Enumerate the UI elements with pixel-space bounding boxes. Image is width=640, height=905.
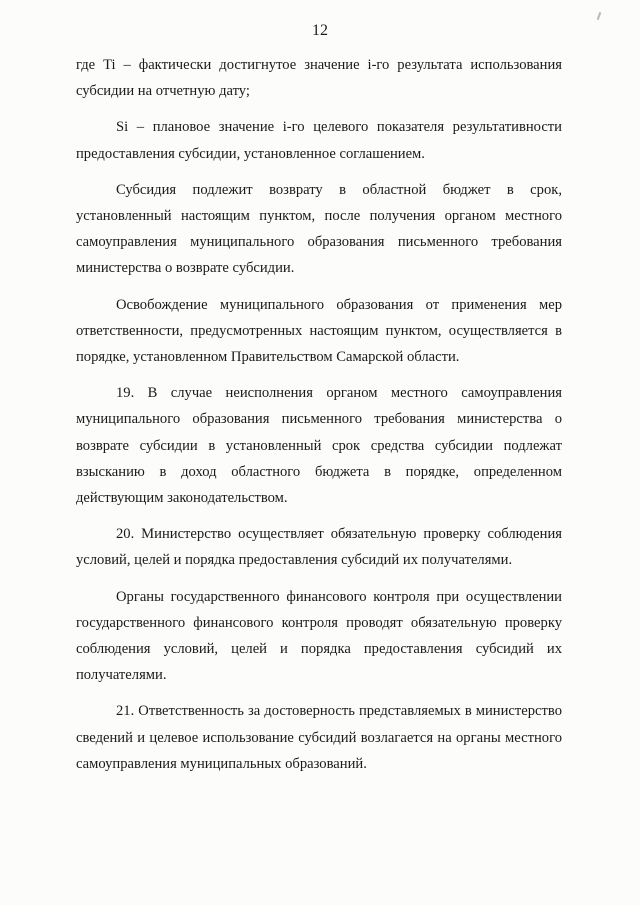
paragraph-subsidy-return: Субсидия подлежит возврату в областной бюджет в срок, установленный настоящим пунктом, после получения органом местного самоуправления муниципального образования письменного требования министерства о возврате субсидии.: [76, 181, 562, 277]
paragraph-clause-21: 21. Ответственность за достоверность представляемых в министерство сведений и целевое использование субсидий возлагается на органы местного самоуправления муниципальных образований.: [76, 703, 562, 772]
paragraph-clause-20: 20. Министерство осуществляет обязательную проверку соблюдения условий, целей и порядка предоставления субсидий их получателями.: [76, 526, 562, 569]
scan-mark: [597, 12, 602, 20]
paragraph-clause-19: 19. В случае неисполнения органом местного самоуправления муниципального образования письменного требования министерства о возврате субсидии в установленный срок средства субсидии подлежат взысканию в доход областного бюджета в порядке, определенном действующим законодательством.: [76, 385, 562, 507]
document-body: [76, 52, 562, 787]
paragraph-financial-control: Органы государственного финансового контроля при осуществлении государственного финансового контроля проводят обязательную проверку соблюдения условий, целей и порядка предоставления субсидий их получателями.: [76, 588, 562, 684]
paragraph-definition-ti: где Ti – фактически достигнутое значение i-го результата использования субсидии на отчетную дату;: [76, 57, 562, 100]
paragraph-exemption: Освобождение муниципального образования от применения мер ответственности, предусмотренных настоящим пунктом, осуществляется в порядке, установленном Правительством Самарской области.: [76, 296, 562, 366]
paragraph-definition-si: Si – плановое значение i-го целевого показателя результативности предоставления субсидии, установленное соглашением.: [76, 119, 562, 162]
page-number: 12: [312, 22, 328, 39]
